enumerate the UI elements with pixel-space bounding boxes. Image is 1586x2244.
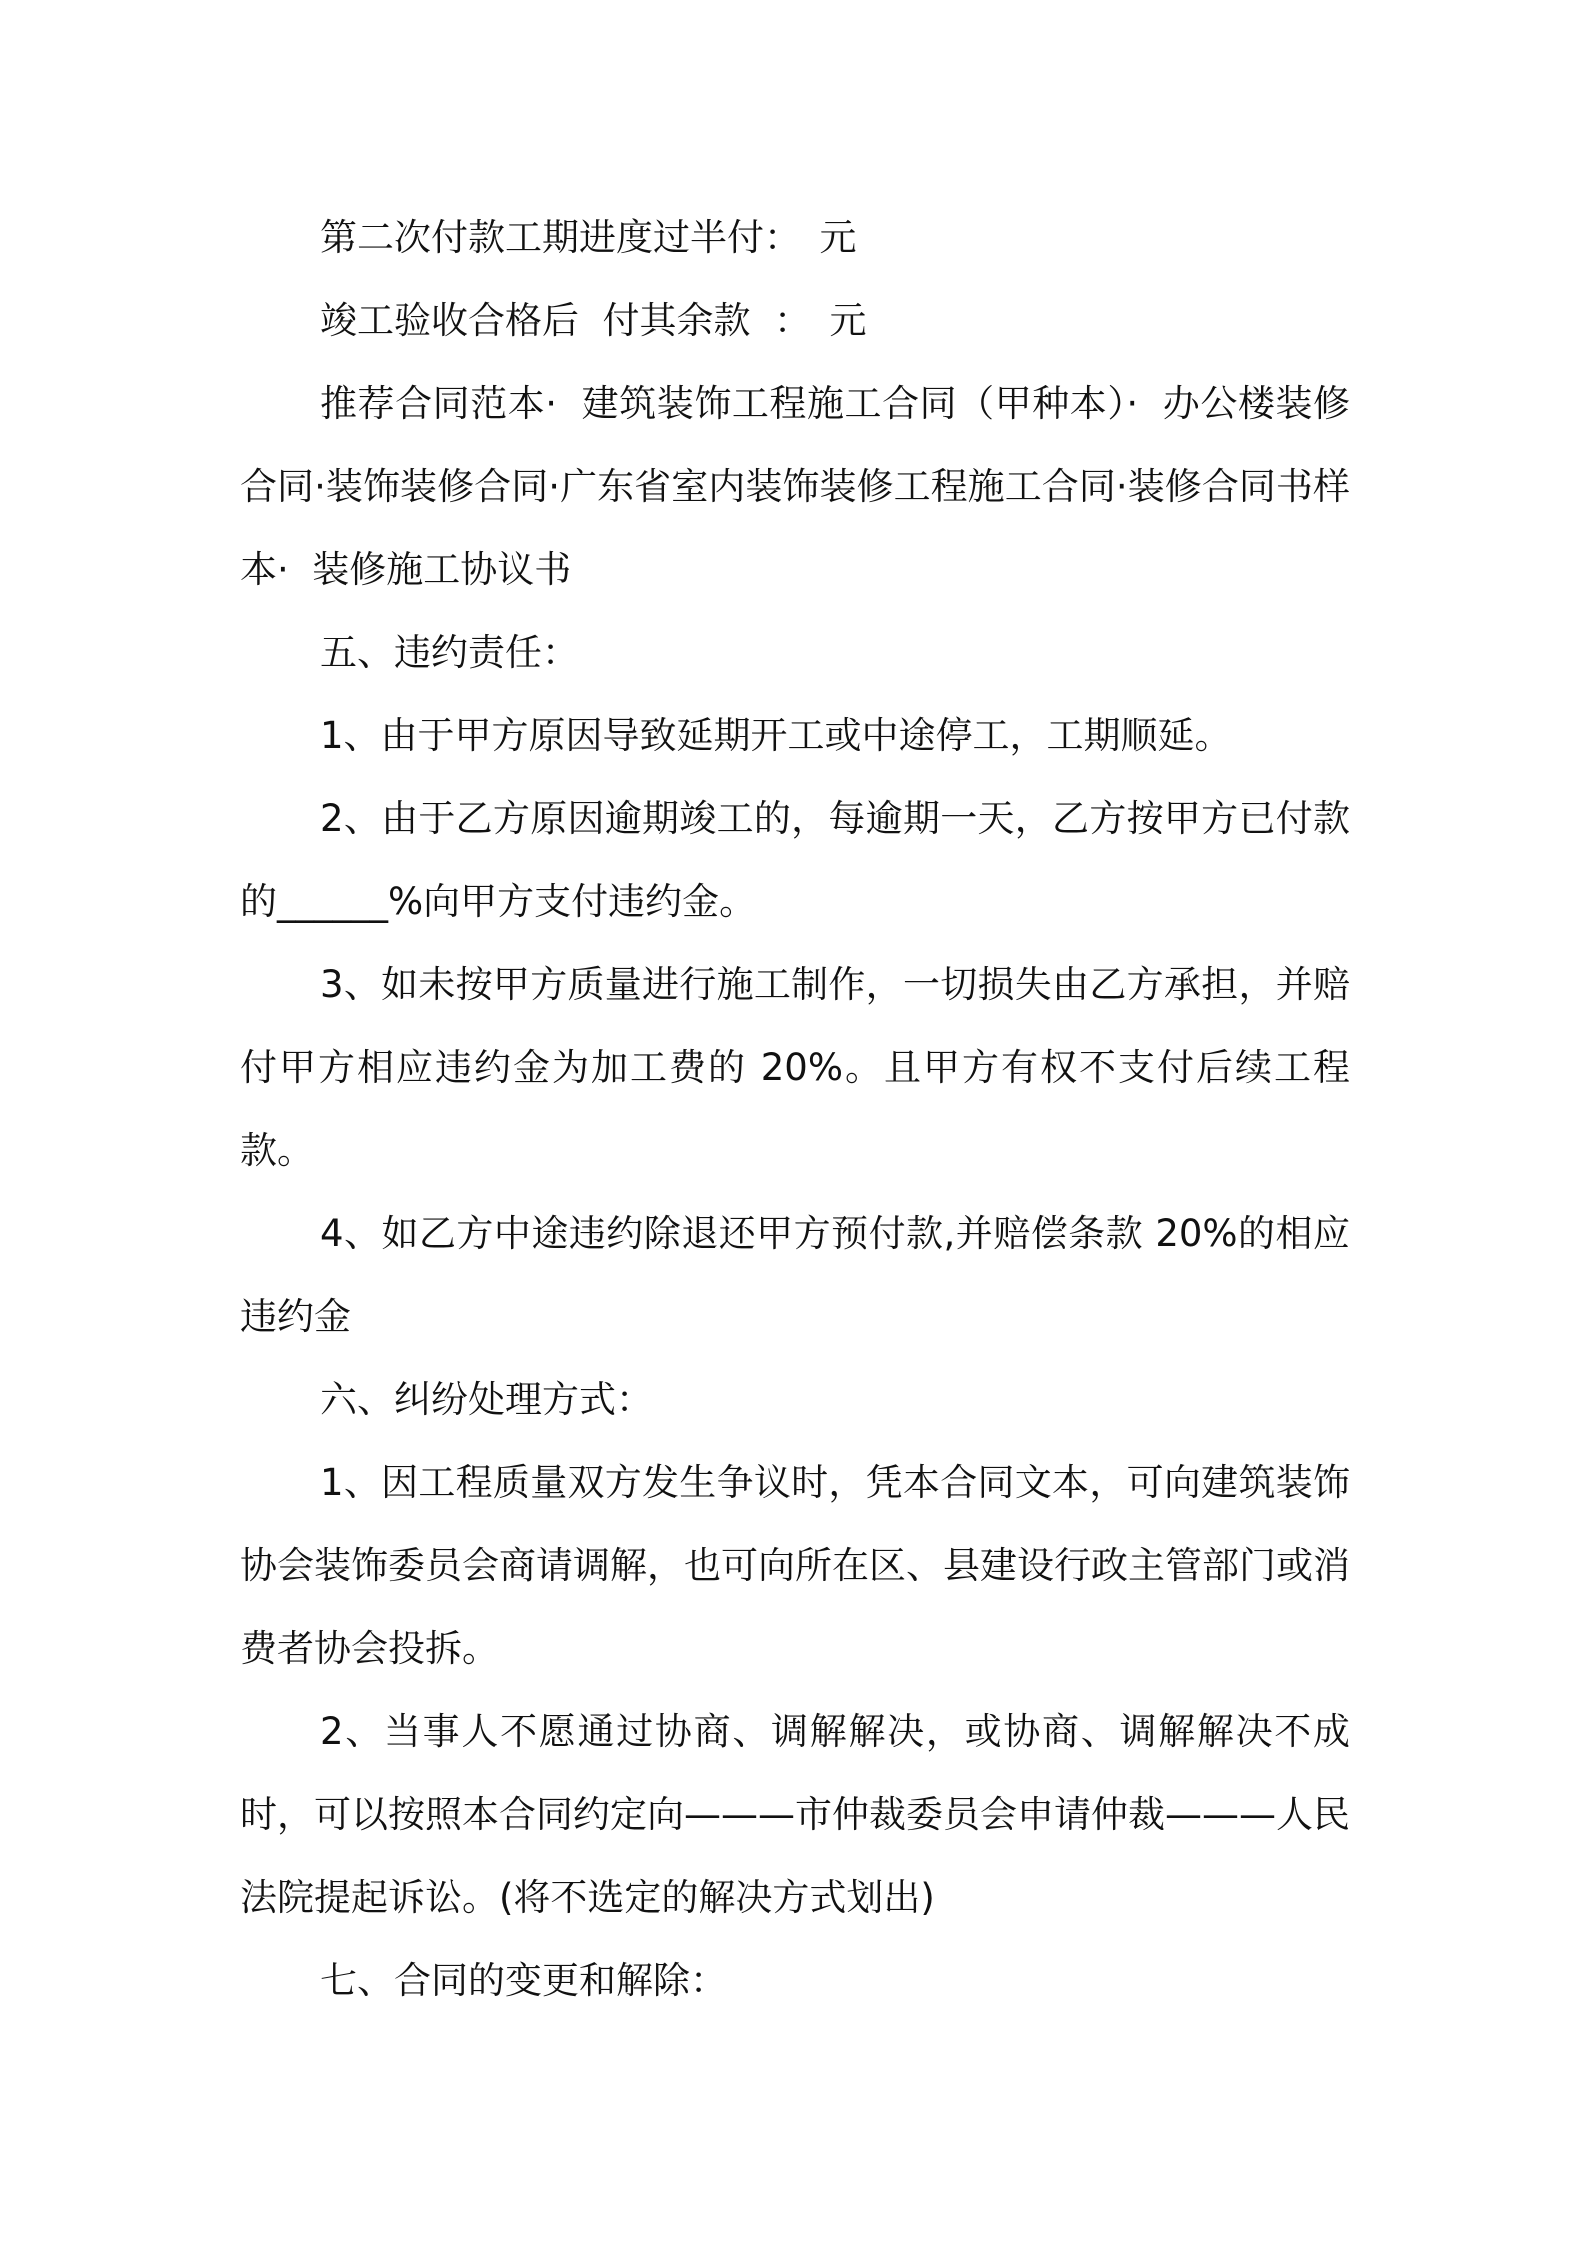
breach-clause-4: 4、如乙方中途违约除退还甲方预付款,并赔偿条款 20%的相应违约金 bbox=[240, 1212, 1350, 1338]
section-heading-contract-changes: 七、合同的变更和解除： bbox=[320, 1959, 727, 2002]
recommended-templates: 推荐合同范本· 建筑装饰工程施工合同（甲种本）· 办公楼装修合同·装饰装修合同·广东省室内装饰装修工程施工合同·装修合同书样本· 装修施工协议书 bbox=[240, 382, 1350, 591]
breach-clause-1: 1、由于甲方原因导致延期开工或中途停工，工期顺延。 bbox=[320, 714, 1232, 757]
breach-clause-3: 3、如未按甲方质量进行施工制作，一切损失由乙方承担，并赔付甲方相应违约金为加工费的 20%。且甲方有权不支付后续工程款。 bbox=[240, 963, 1350, 1172]
section-heading-dispute-resolution: 六、纠纷处理方式： bbox=[320, 1378, 653, 1421]
dispute-clause-1: 1、因工程质量双方发生争议时，凭本合同文本，可向建筑装饰协会装饰委员会商请调解，也可向所在区、县建设行政主管部门或消费者协会投拆。 bbox=[240, 1461, 1350, 1670]
breach-clause-2: 2、由于乙方原因逾期竣工的，每逾期一天，乙方按甲方已付款的______%向甲方支付违约金。 bbox=[240, 797, 1350, 923]
payment-final-balance: 竣工验收合格后 付其余款 ： 元 bbox=[320, 299, 867, 342]
dispute-clause-2: 2、当事人不愿通过协商、调解解决，或协商、调解解决不成时，可以按照本合同约定向———市仲裁委员会申请仲裁———人民法院提起诉讼。(将不选定的解决方式划出) bbox=[240, 1710, 1350, 1919]
payment-second-installment: 第二次付款工期进度过半付： 元 bbox=[320, 216, 857, 259]
section-heading-breach-liability: 五、违约责任： bbox=[320, 631, 579, 674]
document-body bbox=[240, 196, 1350, 2022]
